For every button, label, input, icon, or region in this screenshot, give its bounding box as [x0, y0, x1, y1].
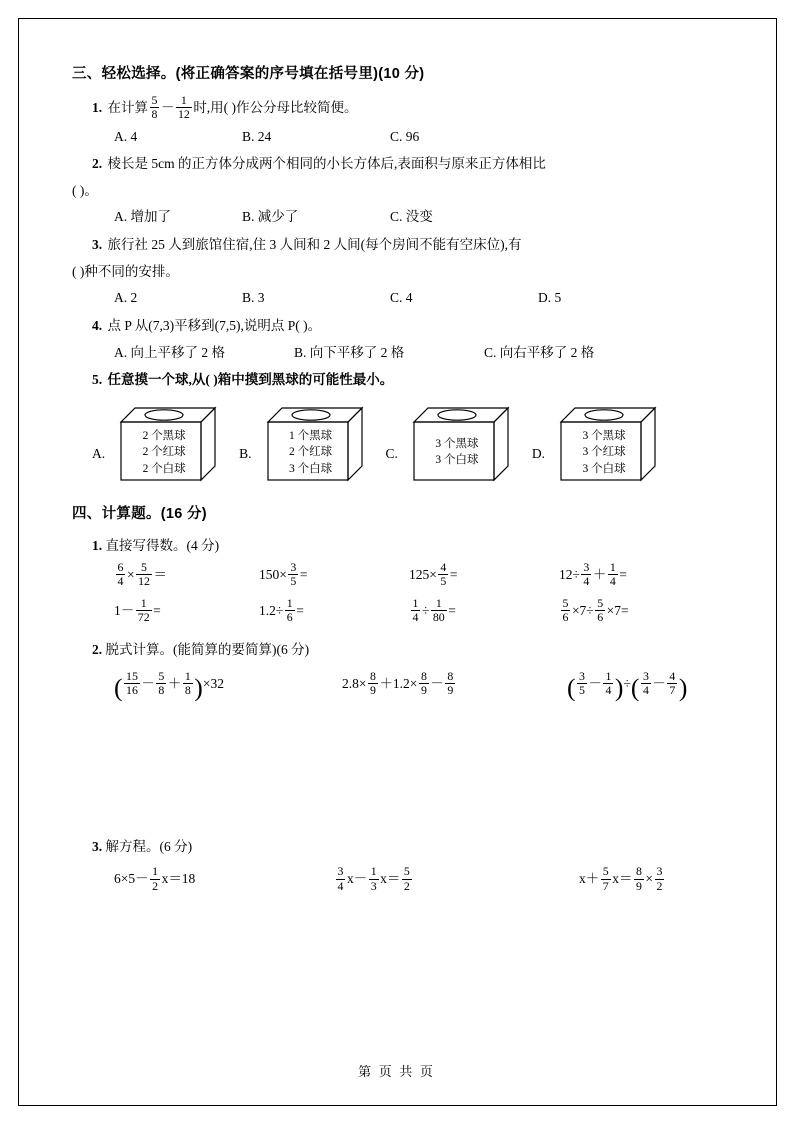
fraction-6-4: $\frac{6}{4}$: [117, 560, 124, 589]
section-3-title: 三、轻松选择。(将正确答案的序号填在括号里)(10 分): [72, 66, 425, 82]
question-1-options: [72, 125, 717, 149]
fraction-3-4c: $\frac{3}{4}$: [337, 864, 344, 893]
sub-question-3: [72, 835, 717, 859]
calc-item-1: $\frac{6}{4}$ × $\frac{5}{12}$ ＝: [117, 560, 167, 589]
question-2-options: [72, 205, 717, 229]
calc-row-1: [72, 558, 717, 592]
calc-item-6: 1.2÷ $\frac{1}{6}$ =: [259, 595, 304, 625]
box-c-label: C.: [385, 445, 398, 461]
box-d-label: D.: [531, 445, 546, 461]
fraction-3-5: $\frac{3}{5}$: [290, 560, 297, 589]
sub-question-2-text: 脱式计算。(能简算的要简算)(6 分): [105, 641, 310, 657]
box-a-cube: [107, 400, 220, 488]
option-1-c[interactable]: C. 96: [390, 128, 420, 144]
calc-item-7: $\frac{1}{4}$ ÷ $\frac{1}{80}$ =: [412, 595, 456, 625]
left-paren: (: [114, 672, 123, 702]
calc-item-10: 2.8× $\frac{8}{9}$ ＋1.2× $\frac{8}{9}$ － $\frac{8}{9}$: [342, 668, 454, 698]
fraction-1-72: $\frac{1}{72}$: [137, 595, 150, 625]
fraction-5-7: $\frac{5}{7}$: [602, 864, 609, 893]
box-a-label: A.: [92, 445, 106, 461]
equation-3: x＋ $\frac{5}{7}$ x＝ $\frac{8}{9}$ × $\frac{3}{2}$: [579, 864, 663, 893]
right-paren-3: ): [678, 672, 688, 702]
calc-item-3: 125× $\frac{4}{5}$ =: [409, 560, 458, 589]
fraction-8-9c: $\frac{8}{9}$: [447, 668, 454, 698]
page-footer: 第 页 共 页: [358, 1064, 435, 1079]
sub-question-1-number: 1.: [92, 537, 103, 553]
fraction-1-80: $\frac{1}{80}$: [432, 595, 445, 625]
box-option-b[interactable]: [239, 400, 366, 488]
sub-question-3-text: 解方程。(6 分): [105, 839, 193, 855]
calc-row-2: [72, 594, 717, 628]
equation-1: 6×5－ $\frac{1}{2}$ x＝18: [114, 864, 196, 893]
question-3-number: 3.: [92, 237, 103, 253]
box-option-a[interactable]: [92, 400, 220, 488]
question-3-line2: ( )种不同的安排。: [72, 263, 179, 279]
calc-item-4: 12÷ $\frac{3}{4}$ ＋ $\frac{1}{4}$ =: [559, 560, 627, 589]
question-4: [72, 314, 717, 338]
box-b-text: 1 个黑球 2 个红球 3 个白球: [288, 429, 333, 475]
question-2-number: 2.: [92, 156, 103, 172]
fraction-1-6: $\frac{1}{6}$: [286, 595, 293, 625]
equation-2: $\frac{3}{4}$ x－ $\frac{1}{3}$ x＝ $\frac{5}{2}$: [337, 864, 410, 893]
question-2: [72, 152, 717, 176]
box-d-text: 3 个黑球 3 个红球 3 个白球: [582, 429, 626, 475]
work-space: [72, 707, 717, 825]
fraction-3-2: $\frac{3}{2}$: [656, 864, 663, 893]
option-3-b[interactable]: B. 3: [242, 290, 265, 306]
right-paren-2: ): [614, 672, 624, 702]
question-5-boxes: [72, 400, 717, 488]
option-3-d[interactable]: D. 5: [538, 290, 562, 306]
sub-question-3-number: 3.: [92, 839, 103, 855]
calc-item-9: ( $\frac{15}{16}$ － $\frac{5}{8}$ ＋ $\frac{1}{8}$ )×32: [114, 668, 224, 702]
question-4-number: 4.: [92, 317, 103, 333]
option-3-a[interactable]: A. 2: [114, 290, 138, 306]
fraction-1-3: $\frac{1}{3}$: [370, 864, 377, 893]
option-2-b[interactable]: B. 减少了: [242, 209, 299, 225]
box-c-text: 3 个黑球 3 个白球: [435, 437, 479, 467]
question-1-number: 1.: [92, 100, 103, 116]
fraction-3-5b: $\frac{3}{5}$: [579, 668, 585, 698]
sub-question-1-text: 直接写得数。(4 分): [105, 537, 220, 553]
question-1: [72, 94, 717, 122]
option-4-a[interactable]: A. 向上平移了 2 格: [114, 344, 225, 360]
question-5-text: 任意摸一个球,从( )箱中摸到黑球的可能性最小。: [107, 372, 394, 388]
fraction-1-4: $\frac{1}{4}$: [609, 560, 616, 589]
fraction-8-9b: $\frac{8}{9}$: [420, 668, 427, 698]
fraction-1-4c: $\frac{1}{4}$: [605, 668, 612, 698]
option-2-c[interactable]: C. 没变: [390, 209, 433, 225]
fraction-3-4b: $\frac{3}{4}$: [642, 668, 649, 698]
fraction-1-12: $\frac{1}{12}$: [177, 93, 190, 122]
option-2-a[interactable]: A. 增加了: [114, 209, 171, 225]
question-1-pre: 在计算: [107, 100, 148, 116]
question-3-text: 旅行社 25 人到旅馆住宿,住 3 人间和 2 人间(每个房间不能有空床位),有: [107, 237, 522, 253]
sub-question-2: [72, 638, 717, 662]
fraction-15-16: $\frac{15}{16}$: [126, 668, 138, 698]
fraction-8-9a: $\frac{8}{9}$: [370, 668, 376, 698]
sub-question-2-number: 2.: [92, 641, 103, 657]
question-4-options: [72, 341, 717, 365]
fraction-8-9d: $\frac{8}{9}$: [635, 864, 642, 893]
question-3: [72, 233, 717, 257]
question-1-mid: －: [160, 100, 175, 116]
option-4-b[interactable]: B. 向下平移了 2 格: [294, 344, 405, 360]
box-c-cube: [400, 400, 513, 488]
fraction-1-2: $\frac{1}{2}$: [152, 864, 159, 893]
option-1-b[interactable]: B. 24: [242, 128, 272, 144]
page-content: [72, 62, 717, 902]
calc-item-5: 1－ $\frac{1}{72}$ =: [114, 595, 161, 625]
option-3-c[interactable]: C. 4: [390, 290, 413, 306]
box-a-text: 2 个黑球 2 个红球 2 个白球: [142, 429, 186, 475]
left-paren-2: (: [567, 672, 576, 702]
fraction-4-5: $\frac{4}{5}$: [440, 560, 447, 589]
calc-row-3: [72, 662, 717, 705]
calc-row-4: [72, 859, 717, 900]
section-4-title: 四、计算题。(16 分): [72, 505, 207, 522]
box-b-cube: [254, 400, 367, 488]
fraction-5-8: $\frac{5}{8}$: [151, 93, 158, 122]
box-option-c[interactable]: [386, 400, 513, 488]
fraction-5-6a: $\frac{5}{6}$: [562, 595, 569, 625]
fraction-5-2: $\frac{5}{2}$: [403, 864, 410, 893]
calc-item-8: $\frac{5}{6}$ ×7÷ $\frac{5}{6}$ ×7=: [562, 595, 629, 625]
fraction-5-12: $\frac{5}{12}$: [138, 560, 150, 589]
sub-question-1: [72, 534, 717, 558]
question-4-text: 点 P 从(7,3)平移到(7,5),说明点 P( )。: [107, 317, 322, 333]
question-3-options: [72, 286, 717, 310]
box-d-cube: [547, 400, 660, 488]
fraction-1-8: $\frac{1}{8}$: [184, 668, 191, 698]
option-1-a[interactable]: A. 4: [114, 128, 138, 144]
box-option-d[interactable]: [532, 400, 660, 488]
box-b-label: B.: [239, 445, 252, 461]
calc-item-11: ( $\frac{3}{5}$ － $\frac{1}{4}$ )÷( $\frac{3}{4}$ － $\frac{4}{7}$ ): [567, 668, 688, 702]
option-4-c[interactable]: C. 向右平移了 2 格: [484, 344, 595, 360]
question-1-post: 时,用( )作公分母比较简便。: [193, 100, 358, 116]
right-paren: ): [194, 672, 203, 702]
question-2-line2: ( )。: [72, 182, 98, 198]
question-5-number: 5.: [92, 372, 103, 388]
question-5: [72, 368, 717, 392]
fraction-5-8b: $\frac{5}{8}$: [158, 668, 165, 698]
fraction-3-4: $\frac{3}{4}$: [583, 560, 590, 589]
fraction-5-6b: $\frac{5}{6}$: [597, 595, 604, 625]
question-2-text: 棱长是 5cm 的正方体分成两个相同的小长方体后,表面积与原来正方体相比: [107, 156, 546, 172]
calc-item-2: 150× $\frac{3}{5}$ =: [259, 560, 308, 589]
fraction-1-4b: $\frac{1}{4}$: [412, 595, 419, 625]
left-paren-3: (: [630, 672, 640, 702]
fraction-4-7: $\frac{4}{7}$: [669, 668, 676, 698]
